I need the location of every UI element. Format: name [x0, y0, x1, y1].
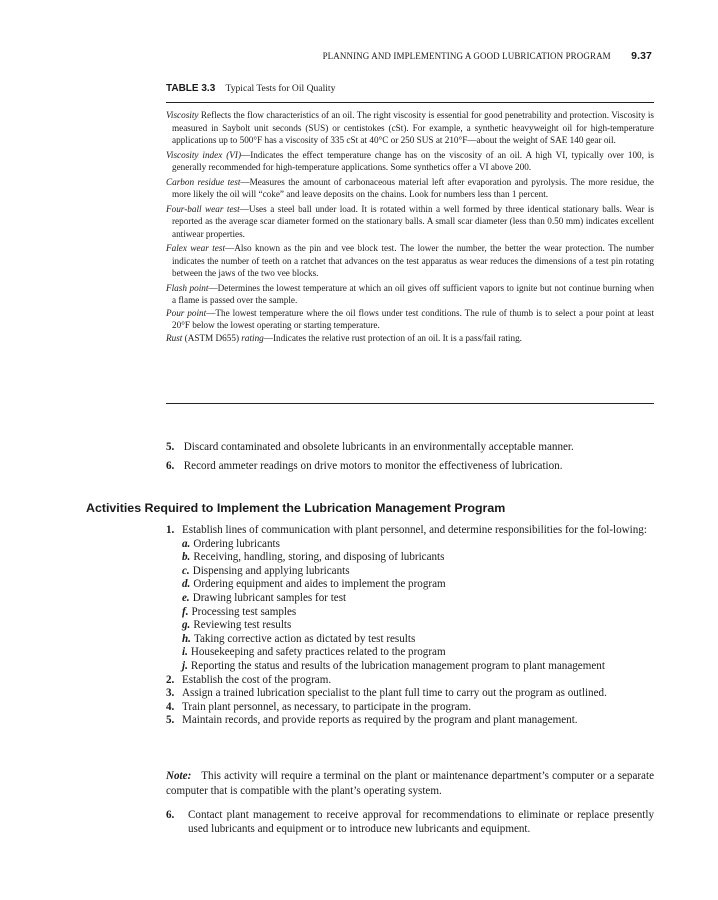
step-6 — [166, 459, 654, 473]
table-entry-viscosity — [166, 109, 654, 147]
subitem-text: Housekeeping and safety practices related to the program — [190, 646, 446, 659]
subitem-d — [182, 578, 656, 592]
item-text: Maintain records, and provide reports as required by the program and plant management. — [182, 714, 578, 727]
subitem-letter: d. — [182, 578, 191, 591]
subitem-j — [182, 660, 656, 674]
item-number: 4. — [166, 700, 175, 713]
subitem-letter: b. — [182, 551, 191, 564]
subitem-text: Dispensing and applying lubricants — [192, 564, 350, 577]
step-text: Record ammeter readings on drive motors to monitor the effectiveness of lubrication. — [183, 460, 563, 472]
activity-item-3 — [166, 687, 656, 701]
entry-term: Viscosity — [166, 110, 199, 120]
table-bottom-rule — [166, 403, 654, 404]
subitem-c — [182, 565, 656, 579]
activity-item-5 — [166, 714, 656, 728]
table-label: TABLE 3.3 — [166, 83, 216, 94]
activities-list — [166, 524, 656, 728]
item-text: Train plant personnel, as necessary, to participate in the program. — [182, 700, 472, 713]
entry-term: Flash point — [166, 282, 209, 293]
activity-item-4 — [166, 701, 656, 715]
subitem-g — [182, 619, 656, 633]
entry-term: rating — [241, 332, 264, 343]
entry-text: Reflects the flow characteristics of an oil. The right viscosity is essential for good penetrability and protection. Viscosity is measured in Saybolt unit seconds (SUS) or centistokes (cSt). For example, a synthetic heavyweight oil for high-temperature applications up to 500°F has a viscosity of 335 cSt at 40°C or 250 SUS at 210°F—about the weight of SAE 140 gear oil. — [172, 110, 654, 145]
step-text: Discard contaminated and obsolete lubricants in an environmentally acceptable manner. — [183, 441, 574, 453]
table-entry-rust — [166, 332, 654, 345]
table-caption — [166, 83, 335, 94]
entry-term: Pour point — [166, 307, 207, 318]
subitem-text: Drawing lubricant samples for test — [192, 591, 347, 604]
subitem-h — [182, 633, 656, 647]
entry-term-mid: (ASTM D655) — [182, 332, 242, 343]
subitem-text: Reviewing test results — [193, 619, 292, 632]
subitem-letter: h. — [182, 632, 191, 645]
table-title: Typical Tests for Oil Quality — [225, 83, 336, 94]
entry-term: Viscosity index (VI) — [166, 149, 242, 160]
item-text: Establish lines of communication with plant personnel, and determine responsibilities for the fol-lowing: — [182, 524, 647, 536]
table-entry-flash-point — [166, 282, 654, 307]
item-number: 2. — [166, 673, 175, 686]
table-body — [166, 109, 654, 344]
step-5 — [166, 440, 654, 454]
entry-term: Carbon residue test — [166, 176, 241, 187]
section-heading: Activities Required to Implement the Lubrication Management Program — [86, 501, 506, 515]
table-entry-viscosity-index — [166, 149, 654, 174]
subitem-letter: f. — [182, 605, 189, 618]
running-title: PLANNING AND IMPLEMENTING A GOOD LUBRICATION PROGRAM — [322, 51, 611, 61]
step-number: 6. — [166, 460, 175, 472]
subitem-letter: j. — [182, 659, 188, 672]
subitem-e — [182, 592, 656, 606]
entry-text: —Indicates the effect temperature change has on the viscosity of an oil. A high VI, typically over 100, is generally recommended for high-temperature applications. Some synthetics offer a VI above 200. — [172, 149, 654, 172]
entry-text: —Indicates the relative rust protection of an oil. It is a pass/fail rating. — [263, 332, 522, 343]
subitem-text: Taking corrective action as dictated by test results — [193, 632, 416, 645]
subitem-letter: e. — [182, 591, 190, 604]
item-text: Assign a trained lubrication specialist to the plant full time to carry out the program as outlined. — [182, 687, 607, 700]
subitem-text: Processing test samples — [191, 605, 297, 618]
subitem-text: Receiving, handling, storing, and disposing of lubricants — [193, 551, 445, 564]
note-text: This activity will require a terminal on the plant or maintenance department’s computer or a separate computer that is compatible with the plant’s operating system. — [166, 770, 654, 797]
item-number: 1. — [166, 524, 175, 536]
entry-text: —Uses a steel ball under load. It is rotated within a well formed by three identical stationary balls. Wear is reported as the average scar diameter formed on the stationary balls. A small scar diameter (less than 0.50 mm) indicates excellent antiwear properties. — [172, 203, 654, 239]
table-entry-four-ball — [166, 203, 654, 241]
entry-text: —The lowest temperature where the oil flows under test conditions. The rule of thumb is to select a pour point at least 20°F below the lowest operating or starting temperature. — [172, 307, 655, 330]
entry-text: —Determines the lowest temperature at which an oil gives off sufficient vapors to ignite but not continue burning when a flame is passed over the sample. — [172, 282, 654, 305]
item-number: 6. — [166, 809, 175, 821]
note-label: Note: — [166, 770, 192, 782]
table-entry-falex — [166, 242, 654, 280]
entry-term-pre: Rust — [166, 332, 183, 343]
page-number: 9.37 — [631, 50, 652, 62]
item-number: 5. — [166, 714, 175, 727]
entry-term: Four-ball wear test — [166, 203, 240, 214]
subitem-letter: a. — [182, 537, 191, 550]
activity-item-2 — [166, 674, 656, 688]
subitem-text: Ordering equipment and aides to implement the program — [193, 578, 446, 591]
activity-subitems — [166, 538, 656, 674]
item-number: 3. — [166, 687, 175, 700]
entry-term: Falex wear test — [166, 243, 226, 253]
entry-text: —Measures the amount of carbonaceous material left after evaporation and pyrolysis. The more residue, the more likely the oil will “coke” and leave deposits on the chains. Look for numbers less than 1 percent. — [172, 176, 655, 199]
note-block — [166, 769, 654, 799]
item-text: Contact plant management to receive approval for recommendations to eliminate or replace presently used lubricants and equipment or to introduce new lubricants and equipment. — [188, 809, 654, 835]
subitem-i — [182, 646, 656, 660]
entry-text: —Also known as the pin and vee block test. The lower the number, the better the wear protection. The number indicates the number of teeth on a ratchet that advances on the test apparatus as wear reduces the dimensions of a test pin rotating between the jaws of the two vee blocks. — [172, 243, 654, 278]
subitem-a — [182, 538, 656, 552]
running-header — [0, 50, 652, 62]
subitem-text: Ordering lubricants — [193, 537, 280, 550]
table-entry-pour-point — [166, 307, 654, 332]
table-entry-carbon-residue — [166, 176, 654, 201]
subitem-letter: i. — [182, 646, 188, 659]
step-number: 5. — [166, 441, 175, 453]
activity-item-6 — [166, 808, 654, 836]
subitem-letter: c. — [182, 564, 190, 577]
subitem-f — [182, 606, 656, 620]
table-top-rule — [166, 102, 654, 103]
subitem-letter: g. — [182, 619, 191, 632]
activity-item-1 — [166, 524, 656, 538]
item-text: Establish the cost of the program. — [182, 673, 332, 686]
subitem-text: Reporting the status and results of the lubrication management program to plant management — [190, 659, 605, 672]
subitem-b — [182, 551, 656, 565]
